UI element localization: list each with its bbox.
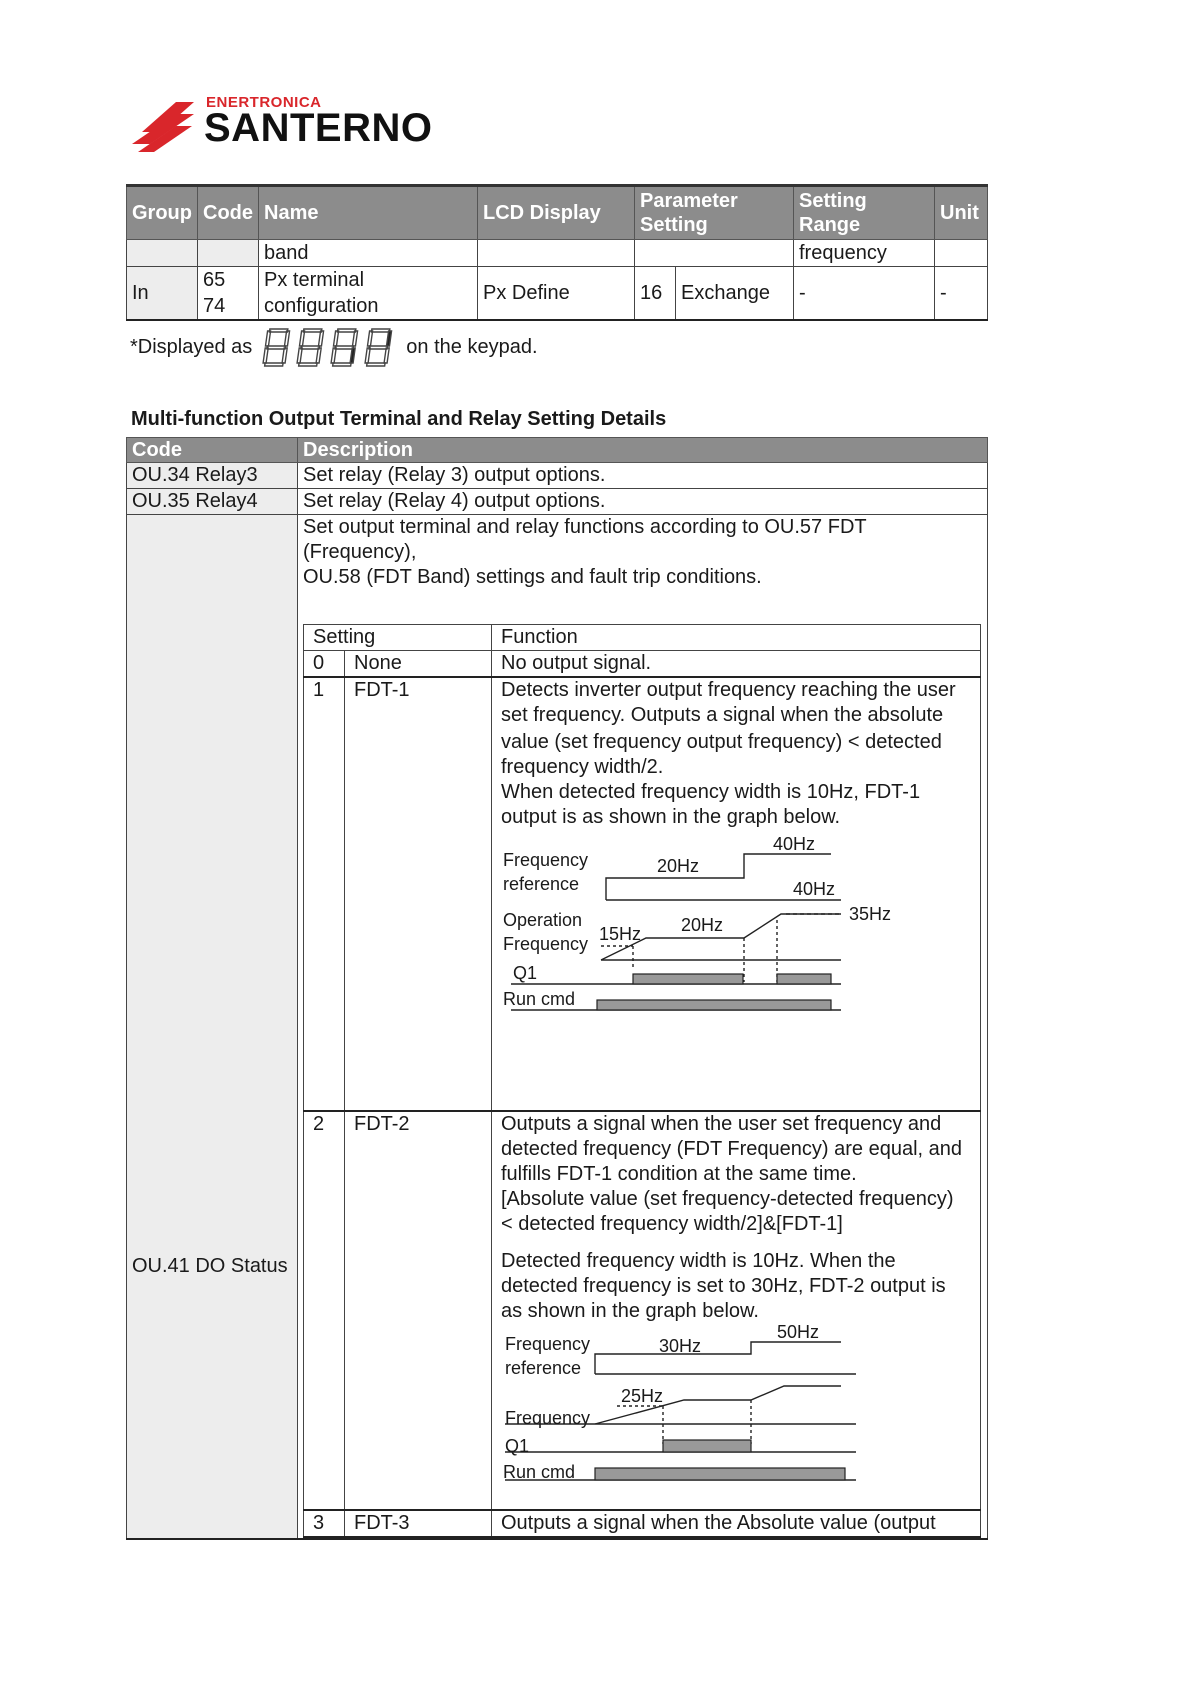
parameter-table-header [127, 186, 988, 240]
table-row [304, 677, 981, 1111]
function-line: frequency width/2. [501, 756, 664, 778]
function-line: fulfills FDT-1 condition at the same time. [501, 1163, 857, 1185]
description-cell: Set relay (Relay 4) output options. [298, 489, 988, 515]
param-value-cell: Exchange [676, 267, 794, 321]
function-line: value (set frequency output frequency) < detected [501, 731, 942, 753]
logo-subtitle: ENERTRONICA [206, 94, 322, 111]
header-parameter-setting: Parameter Setting [635, 186, 794, 240]
description-cell: Set relay (Relay 3) output options. [298, 463, 988, 489]
header-code: Code [198, 186, 259, 240]
function-cell [492, 677, 981, 1111]
header-group: Group [127, 186, 198, 240]
function-line: Outputs a signal when the user set frequency and [501, 1113, 942, 1135]
code-cell: OU.34 Relay3 [127, 463, 298, 489]
graph-label: Frequency [503, 850, 589, 870]
table-row [127, 267, 988, 321]
freq-value-label: 35Hz [849, 904, 892, 924]
range-cell: - [794, 267, 935, 321]
q1-pulse-1 [633, 974, 743, 984]
lcd-cell: Px Define [478, 267, 635, 321]
function-line: detected frequency is set to 30Hz, FDT-2 output is [501, 1275, 946, 1297]
header-function: Function [492, 625, 981, 651]
param-cell [635, 240, 794, 267]
table-row [127, 515, 988, 1540]
name-cell: band [259, 240, 478, 267]
seven-segment-display-icon [264, 326, 394, 368]
description-line: OU.58 (FDT Band) settings and fault trip conditions. [303, 566, 762, 588]
freq-value-label: 40Hz [793, 879, 836, 899]
header-description: Description [298, 438, 988, 463]
code-cell: OU.41 DO Status [127, 515, 298, 1540]
table-row [127, 489, 988, 515]
graph-label: Run cmd [503, 989, 576, 1009]
graph-label: Frequency [503, 934, 589, 954]
name-cell: Px terminal configuration [259, 267, 478, 321]
run-cmd-pulse [597, 1000, 831, 1010]
header-setting-range: Setting Range [794, 186, 935, 240]
freq-value-label: 20Hz [657, 856, 700, 876]
setting-number: 3 [304, 1510, 345, 1537]
keypad-note-prefix: *Displayed as [130, 335, 253, 358]
table-row [127, 240, 988, 267]
function-line: output is as shown in the graph below. [501, 806, 841, 828]
function-line: When detected frequency width is 10Hz, FDT-1 [501, 781, 921, 803]
function-line: < detected frequency width/2]&[FDT-1] [501, 1213, 843, 1235]
keypad-note [130, 326, 538, 368]
code-cell: OU.35 Relay4 [127, 489, 298, 515]
setting-name: FDT-1 [345, 677, 492, 1111]
table-row [304, 651, 981, 678]
header-unit: Unit [935, 186, 988, 240]
description-cell [298, 515, 988, 1540]
graph-label: Q1 [513, 963, 538, 983]
description-line: Set output terminal and relay functions according to OU.57 FDT (Frequency), [303, 516, 867, 563]
function-cell [492, 1510, 981, 1537]
function-line: [Absolute value (set frequency-detected frequency) [501, 1188, 954, 1210]
table-row [304, 1510, 981, 1537]
run-cmd-pulse [595, 1468, 845, 1480]
parameter-table [126, 184, 988, 321]
q1-pulse [663, 1440, 751, 1452]
graph-label: Operation [503, 910, 583, 930]
graph-label: reference [503, 874, 580, 894]
freq-value-label: 15Hz [599, 924, 642, 944]
freq-value-label: 20Hz [681, 915, 724, 935]
graph-label: Q1 [505, 1436, 530, 1456]
code-value: 74 [203, 295, 226, 317]
settings-table [303, 624, 981, 1538]
graph-label: reference [505, 1358, 582, 1378]
fdt1-timing-graph [501, 830, 971, 1047]
setting-name: FDT-3 [345, 1510, 492, 1537]
freq-value-label: 30Hz [659, 1336, 702, 1356]
table-row [304, 1111, 981, 1510]
keypad-note-suffix: on the keypad. [406, 335, 538, 358]
q1-pulse-2 [777, 974, 831, 984]
freq-ref-waveform [595, 1342, 841, 1374]
fdt2-timing-graph [501, 1324, 971, 1501]
lcd-cell [478, 240, 635, 267]
group-cell: In [127, 267, 198, 321]
freq-value-label: 40Hz [773, 834, 816, 854]
param-num-cell: 16 [635, 267, 676, 321]
function-cell [492, 1111, 981, 1510]
unit-cell: - [935, 267, 988, 321]
function-cell [492, 651, 981, 678]
function-line: Detected frequency width is 10Hz. When the [501, 1250, 896, 1272]
function-line: No output signal. [501, 652, 652, 674]
setting-number: 1 [304, 677, 345, 1111]
header-lcd-display: LCD Display [478, 186, 635, 240]
setting-name: FDT-2 [345, 1111, 492, 1510]
range-cell: frequency [794, 240, 935, 267]
function-line: set frequency. Outputs a signal when the absolute [501, 704, 944, 726]
function-line: Outputs a signal when the Absolute value (output [501, 1512, 936, 1534]
header-name: Name [259, 186, 478, 240]
multi-function-table [126, 437, 988, 1540]
code-value: 65 [203, 269, 226, 291]
freq-value-label: 50Hz [777, 1322, 820, 1342]
function-line: as shown in the graph below. [501, 1300, 759, 1322]
table-row [127, 463, 988, 489]
fdt1-timing-svg [501, 830, 892, 1040]
code-cell [198, 267, 259, 321]
group-cell [127, 240, 198, 267]
graph-label: Frequency [505, 1334, 591, 1354]
section-title: Multi-function Output Terminal and Relay Setting Details [131, 408, 667, 430]
setting-number: 0 [304, 651, 345, 678]
graph-label: Run cmd [503, 1462, 576, 1482]
setting-name: None [345, 651, 492, 678]
graph-label: Frequency [505, 1408, 591, 1428]
fdt2-timing-svg [501, 1324, 871, 1494]
logo-title: SANTERNO [204, 106, 433, 150]
unit-cell [935, 240, 988, 267]
freq-value-label: 25Hz [621, 1386, 664, 1406]
header-code: Code [127, 438, 298, 463]
setting-number: 2 [304, 1111, 345, 1510]
function-line: Detects inverter output frequency reaching the user [501, 679, 956, 701]
function-line: detected frequency (FDT Frequency) are equal, and [501, 1138, 962, 1160]
settings-table-header [304, 625, 981, 651]
code-cell [198, 240, 259, 267]
header-setting: Setting [304, 625, 492, 651]
multi-function-table-header [127, 438, 988, 463]
